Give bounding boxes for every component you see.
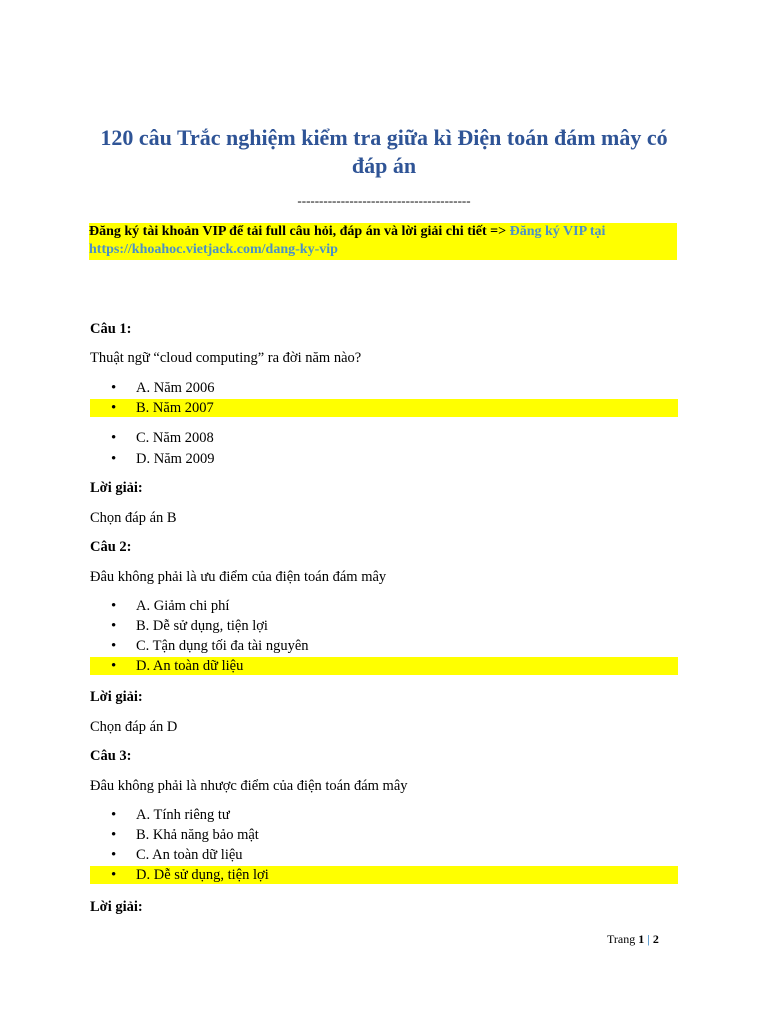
answer-option: • A. Năm 2006: [90, 379, 678, 397]
answer-option-correct: • B. Năm 2007: [90, 399, 678, 417]
answer-option-correct: • D. Dễ sử dụng, tiện lợi: [90, 866, 678, 884]
answer-option: • C. An toàn dữ liệu: [90, 846, 678, 864]
question-3-options: [90, 806, 678, 884]
question-1-text: Thuật ngữ “cloud computing” ra đời năm nào?: [90, 350, 362, 366]
solution-2-label: Lời giải:: [90, 689, 143, 705]
answer-option-correct: • D. An toàn dữ liệu: [90, 657, 678, 675]
footer-page-word: Trang: [607, 932, 636, 946]
question-1-label: Câu 1:: [90, 321, 132, 337]
footer-current-page: 1: [638, 932, 645, 946]
question-2-options: [90, 597, 678, 675]
answer-option: • D. Năm 2009: [90, 450, 678, 468]
solution-1-label: Lời giải:: [90, 480, 143, 496]
answer-option: • A. Tính riêng tư: [90, 806, 678, 824]
footer-separator: |: [647, 932, 650, 946]
vip-link[interactable]: Đăng ký VIP tại https://khoahoc.vietjack.com/dang-ky-vip: [89, 224, 606, 257]
vip-text: Đăng ký tài khoản VIP để tải full câu hỏi, đáp án và lời giải chi tiết =>: [89, 224, 510, 239]
answer-option: • B. Khả năng bảo mật: [90, 826, 678, 844]
solution-3-label: Lời giải:: [90, 899, 143, 915]
vip-banner: [89, 223, 677, 260]
solution-1-text: Chọn đáp án B: [90, 510, 177, 526]
answer-option: • C. Năm 2008: [90, 429, 678, 447]
answer-option: • C. Tận dụng tối đa tài nguyên: [90, 637, 678, 655]
question-3-text: Đâu không phải là nhược điểm của điện toán đám mây: [90, 778, 408, 794]
footer-total-pages: 2: [652, 932, 659, 946]
answer-option: • A. Giảm chi phí: [90, 597, 678, 615]
question-2-label: Câu 2:: [90, 539, 132, 555]
question-2-text: Đâu không phải là ưu điểm của điện toán đám mây: [90, 569, 387, 585]
page-footer: [607, 932, 659, 947]
divider-line: ----------------------------------------: [297, 193, 471, 208]
question-1-options: [90, 379, 678, 468]
answer-option: • B. Dễ sử dụng, tiện lợi: [90, 617, 678, 635]
document-title: 120 câu Trắc nghiệm kiểm tra giữa kì Điện toán đám mây có đáp án: [100, 125, 668, 178]
question-3-label: Câu 3:: [90, 748, 132, 764]
solution-2-text: Chọn đáp án D: [90, 719, 178, 735]
